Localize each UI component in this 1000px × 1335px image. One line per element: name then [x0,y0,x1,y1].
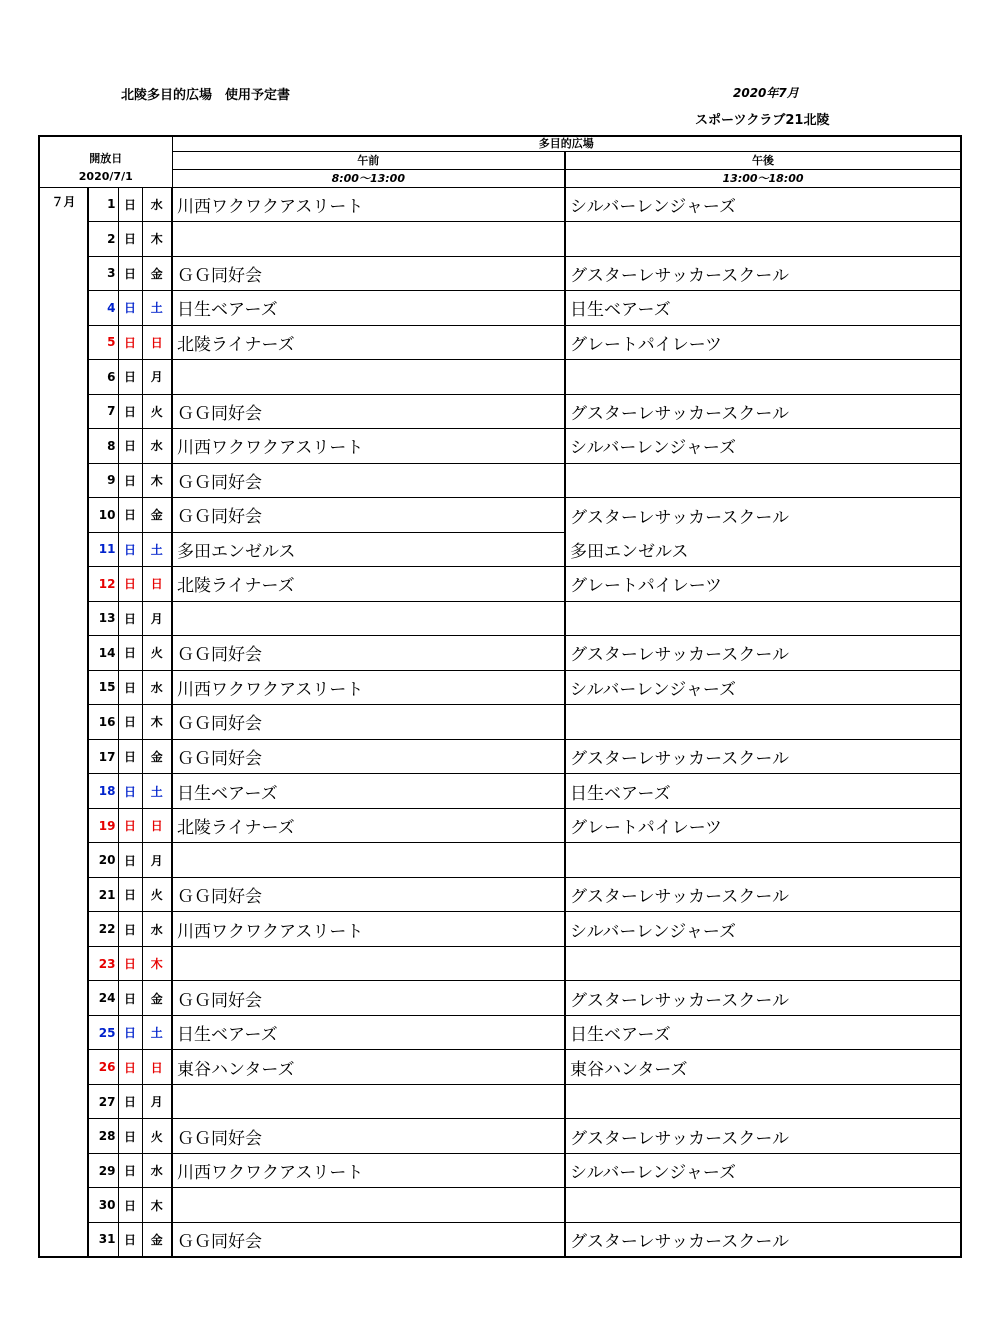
weekday: 火 [142,877,172,912]
day-number: 6 [88,360,118,395]
pm-slot: シルバーレンジャーズ [565,912,961,947]
pm-slot: 東谷ハンターズ [565,1050,961,1085]
weekday: 金 [142,498,172,533]
weekday: 月 [142,1084,172,1119]
table-row [39,739,961,774]
day-unit: 日 [118,912,142,947]
am-slot: 東谷ハンターズ [172,1050,565,1085]
am-slot: ＧＧ同好会 [172,463,565,498]
table-row [39,774,961,809]
table-row [39,256,961,291]
day-number: 26 [88,1050,118,1085]
table-row [39,187,961,222]
table-row [39,222,961,257]
weekday: 水 [142,670,172,705]
day-number: 21 [88,877,118,912]
day-unit: 日 [118,1119,142,1154]
weekday: 土 [142,774,172,809]
day-unit: 日 [118,601,142,636]
day-unit: 日 [118,636,142,671]
schedule-table [38,135,962,1258]
pm-slot: グレートパイレーツ [565,567,961,602]
day-number: 29 [88,1153,118,1188]
pm-slot: 日生ベアーズ [565,291,961,326]
pm-slot: グスターレサッカースクール [565,981,961,1016]
weekday: 木 [142,705,172,740]
day-number: 19 [88,808,118,843]
pm-header: 午後 [565,151,961,169]
day-unit: 日 [118,532,142,567]
weekday: 月 [142,843,172,878]
open-day-date: 2020/7/1 [78,170,133,183]
table-row [39,705,961,740]
pm-slot: グスターレサッカースクール [565,256,961,291]
am-slot: 日生ベアーズ [172,774,565,809]
open-day-label: 開放日 [89,152,123,165]
table-row [39,1188,961,1223]
table-row [39,1119,961,1154]
pm-slot: 日生ベアーズ [565,1015,961,1050]
day-number: 31 [88,1222,118,1257]
day-unit: 日 [118,1084,142,1119]
weekday: 木 [142,222,172,257]
am-header: 午前 [172,151,565,169]
day-number: 20 [88,843,118,878]
am-slot: 北陵ライナーズ [172,808,565,843]
table-row [39,1153,961,1188]
day-unit: 日 [118,187,142,222]
pm-slot: 多田エンゼルス [565,532,961,567]
weekday: 日 [142,567,172,602]
am-slot: ＧＧ同好会 [172,394,565,429]
pm-slot: シルバーレンジャーズ [565,187,961,222]
pm-slot [565,360,961,395]
table-row [39,808,961,843]
pm-slot [565,601,961,636]
table-row [39,1084,961,1119]
am-slot: ＧＧ同好会 [172,1222,565,1257]
table-row [39,463,961,498]
weekday: 月 [142,360,172,395]
pm-slot [565,946,961,981]
day-unit: 日 [118,946,142,981]
day-unit: 日 [118,291,142,326]
weekday: 金 [142,981,172,1016]
weekday: 日 [142,325,172,360]
am-slot [172,360,565,395]
am-slot [172,222,565,257]
weekday: 月 [142,601,172,636]
pm-slot: グスターレサッカースクール [565,636,961,671]
day-unit: 日 [118,325,142,360]
day-number: 3 [88,256,118,291]
weekday: 木 [142,463,172,498]
pm-slot [565,705,961,740]
pm-slot [565,222,961,257]
day-number: 9 [88,463,118,498]
weekday: 金 [142,739,172,774]
weekday: 日 [142,1050,172,1085]
am-slot: 北陵ライナーズ [172,567,565,602]
table-row [39,1050,961,1085]
weekday: 水 [142,912,172,947]
day-number: 13 [88,601,118,636]
am-slot [172,1084,565,1119]
table-row [39,325,961,360]
table-row [39,670,961,705]
am-slot: ＧＧ同好会 [172,705,565,740]
day-unit: 日 [118,360,142,395]
day-unit: 日 [118,877,142,912]
document-title: 北陵多目的広場 使用予定書 [121,88,291,103]
am-slot: 多田エンゼルス [172,532,565,567]
am-slot: ＧＧ同好会 [172,256,565,291]
pm-slot: シルバーレンジャーズ [565,1153,961,1188]
am-slot: 日生ベアーズ [172,291,565,326]
day-number: 14 [88,636,118,671]
day-number: 28 [88,1119,118,1154]
day-unit: 日 [118,1153,142,1188]
weekday: 土 [142,1015,172,1050]
table-row [39,843,961,878]
day-number: 23 [88,946,118,981]
table-row [39,360,961,395]
am-slot: 北陵ライナーズ [172,325,565,360]
am-slot [172,843,565,878]
day-unit: 日 [118,429,142,464]
day-number: 10 [88,498,118,533]
pm-slot: グスターレサッカースクール [565,739,961,774]
table-row [39,1222,961,1257]
table-row [39,567,961,602]
day-number: 2 [88,222,118,257]
weekday: 土 [142,532,172,567]
weekday: 水 [142,1153,172,1188]
pm-slot: グスターレサッカースクール [565,498,961,533]
document-month: 2020年7月 [733,86,799,100]
organization-name: スポーツクラブ21北陵 [695,113,830,128]
pm-slot [565,1084,961,1119]
day-unit: 日 [118,705,142,740]
day-number: 25 [88,1015,118,1050]
day-number: 30 [88,1188,118,1223]
pm-slot [565,1188,961,1223]
day-number: 11 [88,532,118,567]
pm-slot: シルバーレンジャーズ [565,670,961,705]
table-row [39,498,961,533]
open-day-header [39,136,172,187]
table-row [39,601,961,636]
pm-slot: 日生ベアーズ [565,774,961,809]
day-number: 12 [88,567,118,602]
am-slot: 川西ワクワクアスリート [172,1153,565,1188]
table-row [39,877,961,912]
day-unit: 日 [118,256,142,291]
weekday: 金 [142,1222,172,1257]
weekday: 火 [142,636,172,671]
weekday: 金 [142,256,172,291]
table-row [39,291,961,326]
am-time-header: 8:00～13:00 [172,169,565,187]
am-slot: ＧＧ同好会 [172,1119,565,1154]
am-slot: 日生ベアーズ [172,1015,565,1050]
pm-slot: シルバーレンジャーズ [565,429,961,464]
am-slot [172,601,565,636]
day-unit: 日 [118,843,142,878]
pm-slot [565,463,961,498]
weekday: 水 [142,187,172,222]
am-slot: 川西ワクワクアスリート [172,912,565,947]
pm-slot: グスターレサッカースクール [565,1222,961,1257]
month-label: ７月 [39,187,88,1257]
am-slot: 川西ワクワクアスリート [172,670,565,705]
table-row [39,532,961,567]
pm-slot: グスターレサッカースクール [565,394,961,429]
venue-header: 多目的広場 [172,136,961,151]
day-unit: 日 [118,498,142,533]
day-number: 18 [88,774,118,809]
pm-slot: グスターレサッカースクール [565,877,961,912]
day-unit: 日 [118,808,142,843]
day-unit: 日 [118,739,142,774]
am-slot: 川西ワクワクアスリート [172,429,565,464]
day-unit: 日 [118,567,142,602]
pm-slot: グレートパイレーツ [565,808,961,843]
am-slot: ＧＧ同好会 [172,739,565,774]
day-unit: 日 [118,1222,142,1257]
table-row [39,394,961,429]
pm-slot [565,843,961,878]
day-unit: 日 [118,463,142,498]
table-row [39,912,961,947]
day-number: 8 [88,429,118,464]
day-unit: 日 [118,774,142,809]
weekday: 木 [142,1188,172,1223]
day-number: 24 [88,981,118,1016]
day-unit: 日 [118,981,142,1016]
table-row [39,946,961,981]
am-slot: ＧＧ同好会 [172,636,565,671]
day-unit: 日 [118,670,142,705]
weekday: 水 [142,429,172,464]
weekday: 木 [142,946,172,981]
pm-time-header: 13:00～18:00 [565,169,961,187]
am-slot: ＧＧ同好会 [172,498,565,533]
table-row [39,981,961,1016]
day-number: 4 [88,291,118,326]
day-unit: 日 [118,1050,142,1085]
table-row [39,429,961,464]
day-number: 5 [88,325,118,360]
day-number: 27 [88,1084,118,1119]
day-number: 16 [88,705,118,740]
table-row [39,636,961,671]
pm-slot: グレートパイレーツ [565,325,961,360]
weekday: 火 [142,1119,172,1154]
table-row [39,1015,961,1050]
day-number: 17 [88,739,118,774]
day-number: 15 [88,670,118,705]
weekday: 火 [142,394,172,429]
am-slot: ＧＧ同好会 [172,877,565,912]
day-unit: 日 [118,222,142,257]
am-slot [172,1188,565,1223]
am-slot [172,946,565,981]
day-number: 7 [88,394,118,429]
day-unit: 日 [118,1188,142,1223]
day-number: 1 [88,187,118,222]
weekday: 土 [142,291,172,326]
am-slot: 川西ワクワクアスリート [172,187,565,222]
weekday: 日 [142,808,172,843]
day-unit: 日 [118,394,142,429]
am-slot: ＧＧ同好会 [172,981,565,1016]
day-number: 22 [88,912,118,947]
pm-slot: グスターレサッカースクール [565,1119,961,1154]
day-unit: 日 [118,1015,142,1050]
